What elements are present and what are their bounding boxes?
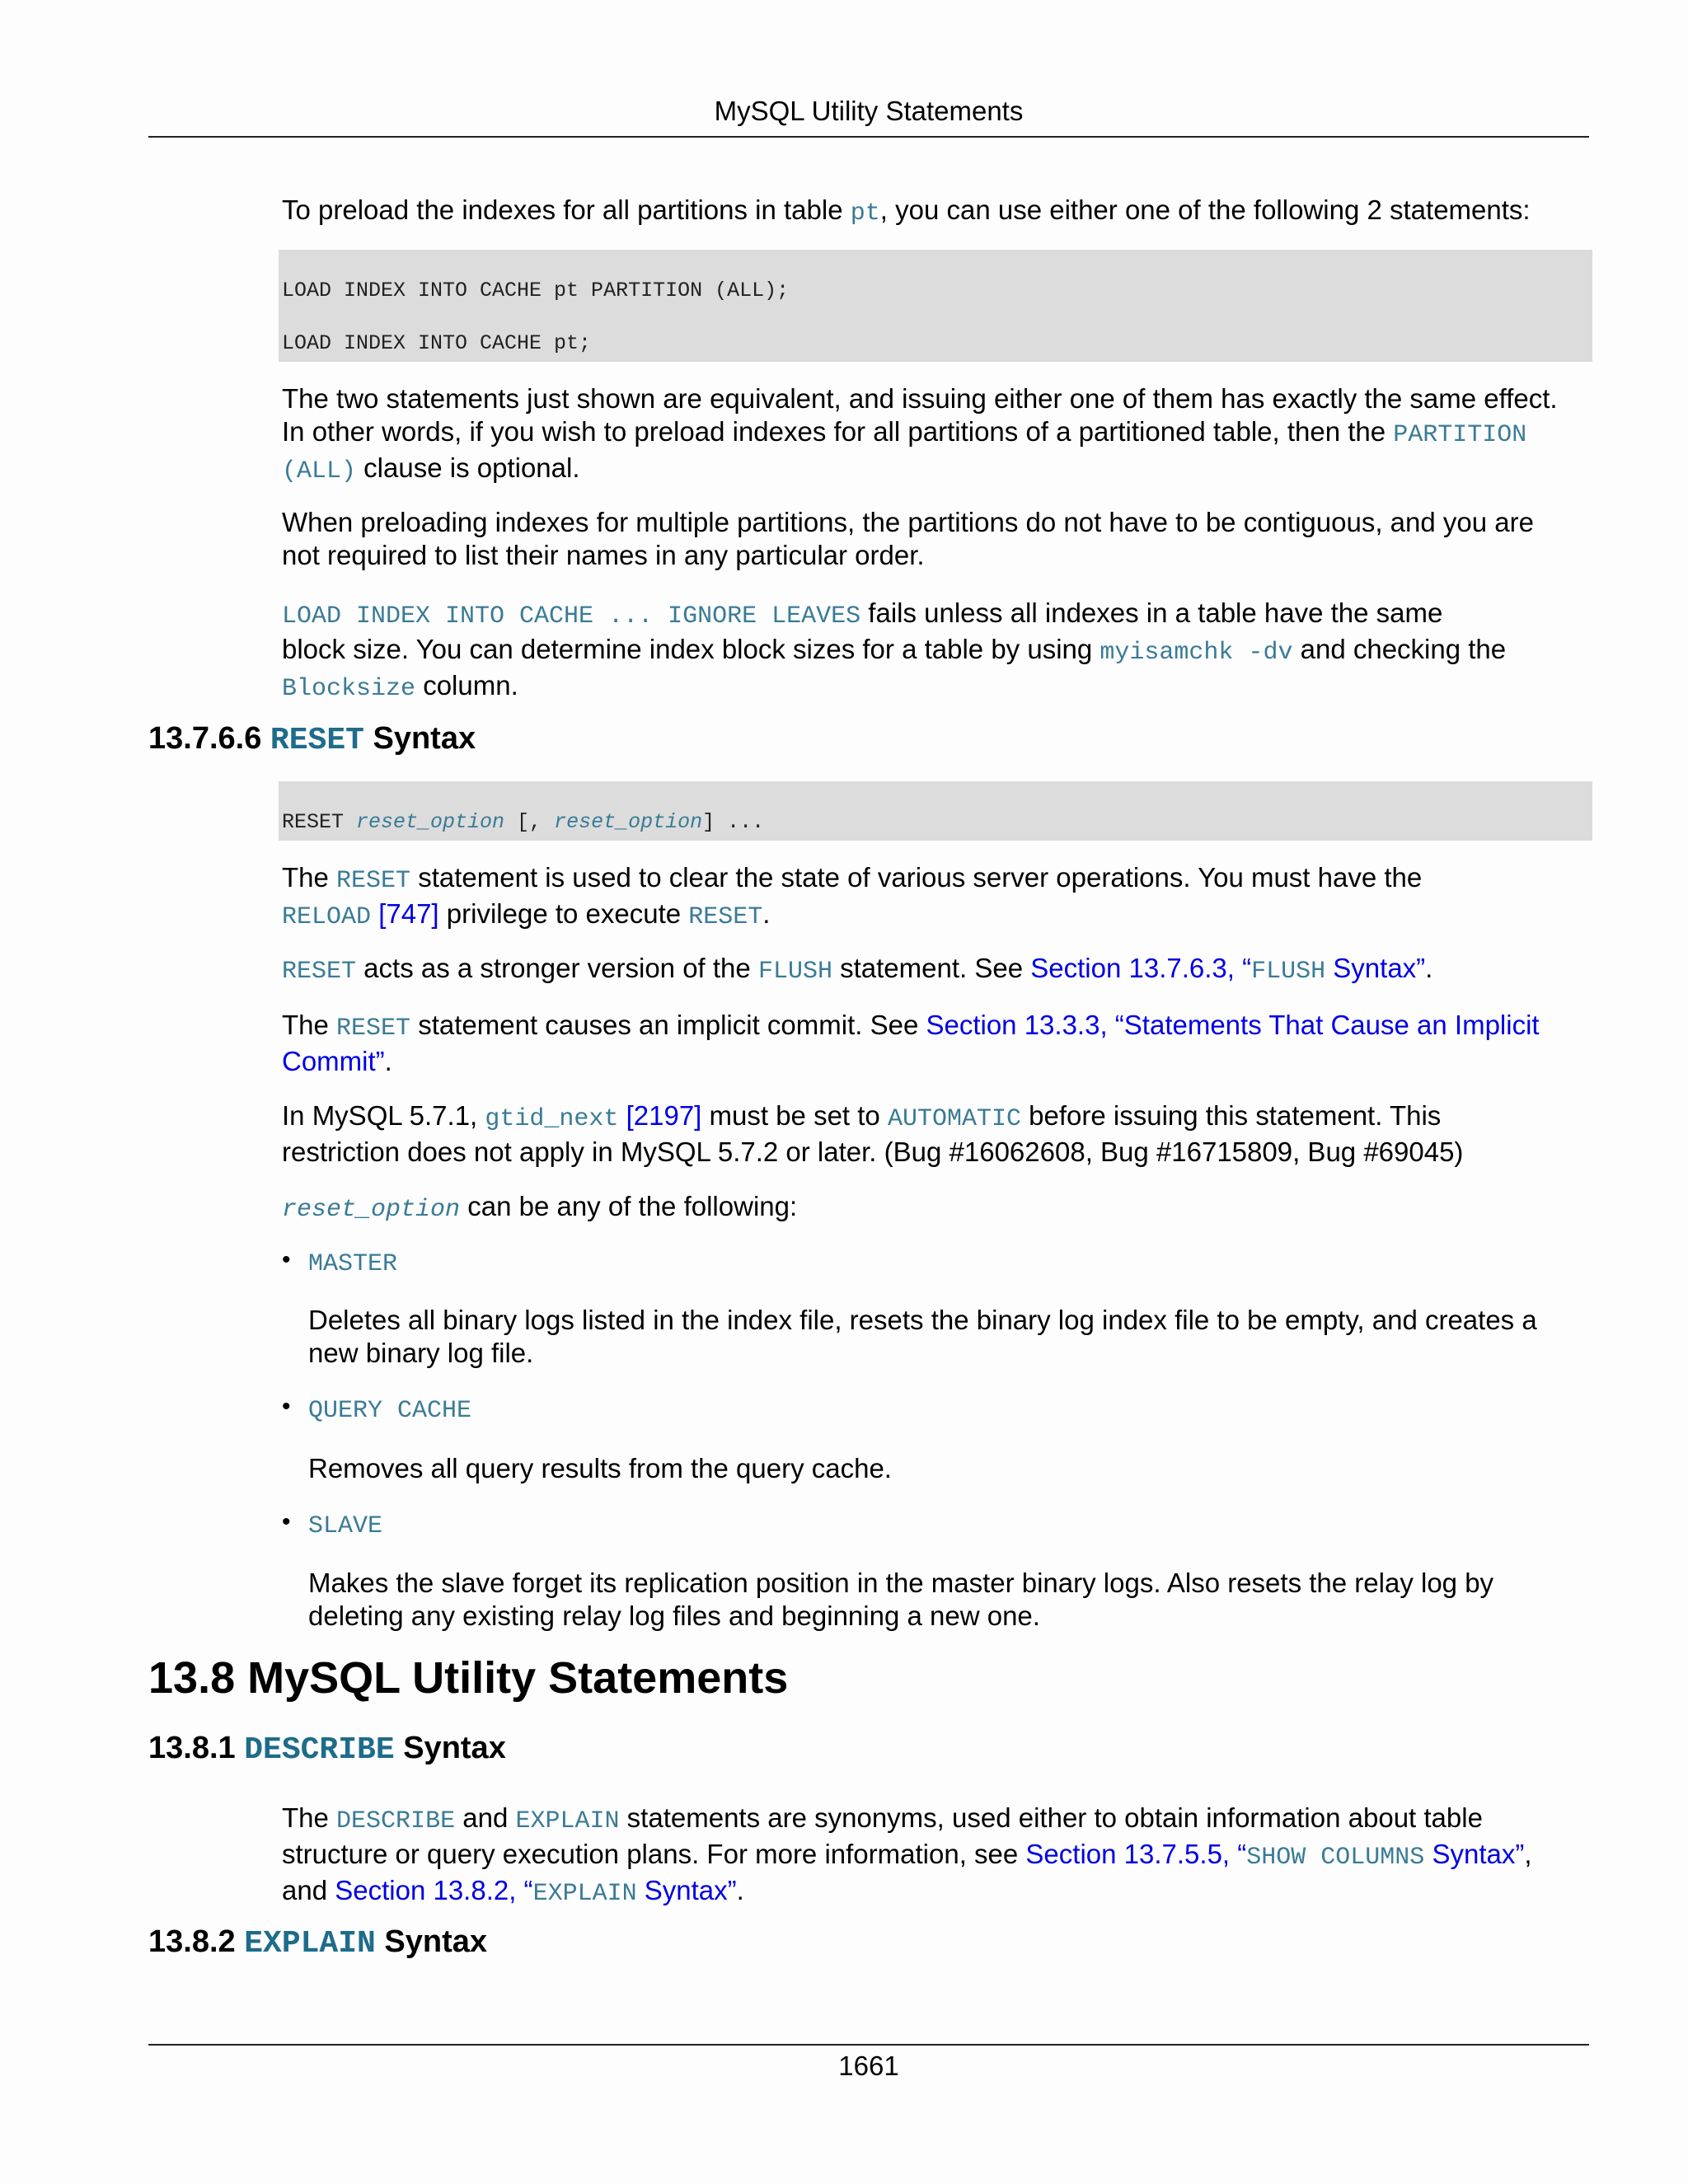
paragraph-equivalent: The two statements just shown are equivalent, and issuing either one of them has exactly the same effect. In other words, if you wish to preload indexes for all partitions of a partitioned table, then the PARTITION (ALL) clause is optional. (282, 383, 1558, 485)
link-show-columns-syntax[interactable]: Section 13.7.5.5, “SHOW COLUMNS Syntax” (1025, 1839, 1525, 1872)
option-name: MASTER (308, 1250, 398, 1278)
heading-utility-statements: 13.8 MySQL Utility Statements (148, 1653, 789, 1703)
code-pt: pt (850, 199, 880, 227)
option-description: Deletes all binary logs listed in the index file, resets the binary log index file to be empty, and creates a new binary log file. (308, 1305, 1537, 1368)
paragraph-reset-purpose: The RESET statement is used to clear the state of various server operations. You must have the RELOAD [747] privilege to execute RESET. (282, 862, 1423, 931)
link-explain-syntax[interactable]: Section 13.8.2, “EXPLAIN Syntax” (335, 1875, 737, 1908)
option-description: Makes the slave forget its replication position in the master binary logs. Also resets the relay log by deleting any existing relay log files and beginning a new one. (308, 1568, 1494, 1631)
footer-rule (148, 2044, 1589, 2046)
paragraph-reset-commit: The RESET statement causes an implicit commit. See Section 13.3.3, “Statements That Cause an Implicit Commit”. (282, 1010, 1540, 1076)
heading-explain-syntax: 13.8.2 EXPLAIN Syntax (148, 1924, 488, 1961)
paragraph-gtid-next: In MySQL 5.7.1, gtid_next [2197] must be set to AUTOMATIC before issuing this statement. This restriction does not apply in MySQL 5.7.2 or later. (Bug #16062608, Bug #16715809, Bug #69045) (282, 1100, 1464, 1167)
heading-describe-syntax: 13.8.1 DESCRIBE Syntax (148, 1731, 506, 1768)
link-flush-syntax[interactable]: Section 13.7.6.3, “FLUSH Syntax” (1030, 953, 1426, 986)
paragraph-describe: The DESCRIBE and EXPLAIN statements are synonyms, used either to obtain information about table structure or query execution plans. For more information, see Section 13.7.5.5, “SHOW COLUMNS Syntax”, and Section 13.8.2, “EXPLAIN Syntax”. (282, 1802, 1532, 1908)
option-description: Removes all query results from the query cache. (308, 1453, 892, 1483)
paragraph-reset-flush: RESET acts as a stronger version of the FLUSH statement. See Section 13.7.6.3, “FLUSH Syntax”. (282, 953, 1433, 986)
running-header: MySQL Utility Statements (714, 96, 1024, 126)
bullet: • (282, 1508, 291, 1535)
link-implicit-commit[interactable]: Section 13.3.3, “Statements That Cause an Implicit (926, 1010, 1540, 1040)
code-line: RESET reset_option [, reset_option] ... (282, 810, 765, 834)
paragraph-ignore-leaves: LOAD INDEX INTO CACHE ... IGNORE LEAVES fails unless all indexes in a table have the same block size. You can determine index block sizes for a table by using myisamchk -dv and checking the Blocksize column. (282, 598, 1507, 703)
paragraph-preload: To preload the indexes for all partitions in table pt, you can use either one of the following 2 statements: (282, 194, 1531, 227)
header-rule (148, 136, 1589, 138)
heading-reset-syntax: 13.7.6.6 RESET Syntax (148, 721, 476, 758)
link-reload-privilege[interactable]: [747] (371, 898, 439, 929)
paragraph-multiple-partitions: When preloading indexes for multiple partitions, the partitions do not have to be contiguous, and you are not required to list their names in any particular order. (282, 507, 1534, 570)
link-gtid-next[interactable]: [2197] (618, 1100, 702, 1131)
option-name: SLAVE (308, 1512, 383, 1540)
code-line: LOAD INDEX INTO CACHE pt PARTITION (ALL); (282, 279, 790, 302)
page-number: 1661 (838, 2050, 899, 2081)
bullet: • (282, 1393, 291, 1420)
code-line: LOAD INDEX INTO CACHE pt; (282, 331, 592, 355)
link-implicit-commit-cont[interactable]: Commit” (282, 1046, 385, 1076)
paragraph-reset-option: reset_option can be any of the following: (282, 1191, 798, 1224)
code-block-load-index (279, 250, 1592, 362)
code-block-reset (279, 781, 1592, 841)
bullet: • (282, 1246, 291, 1273)
option-name: QUERY CACHE (308, 1397, 472, 1425)
